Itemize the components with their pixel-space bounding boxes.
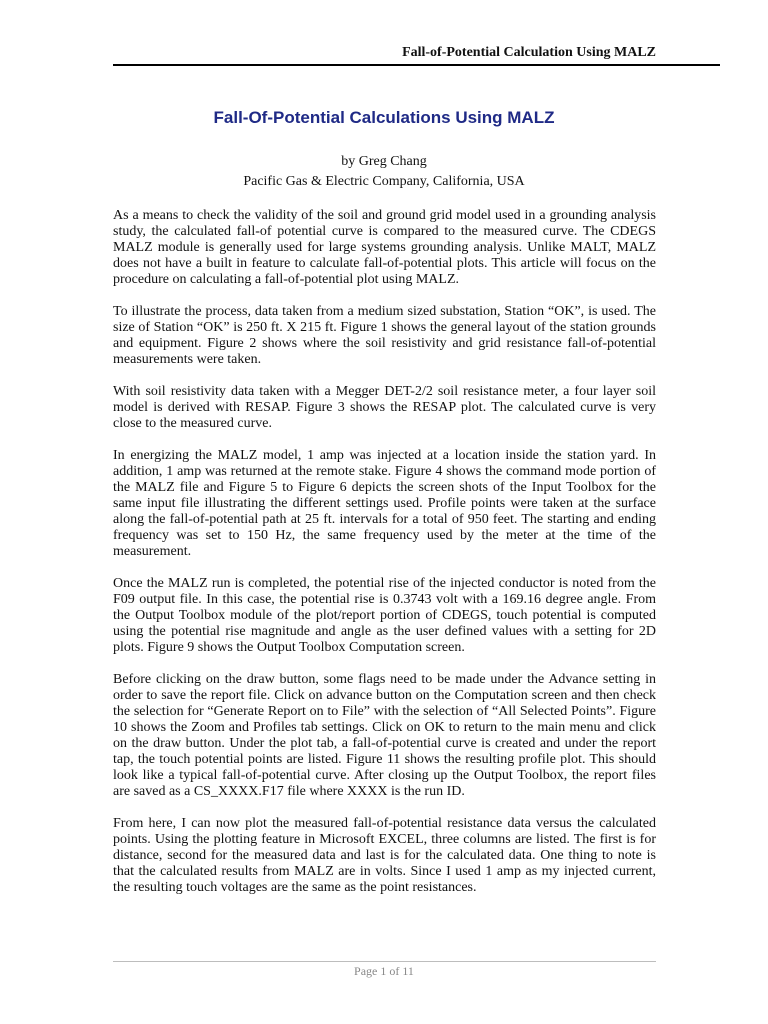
running-header: Fall-of-Potential Calculation Using MALZ xyxy=(402,45,656,60)
paragraph: To illustrate the process, data taken from a medium sized substation, Station “OK”, is used. The size of Station “OK” is 250 ft. X 215 ft. Figure 1 shows the general layout of the station grounds and equipment. Figure 2 shows where the soil resistivity and grid resistance fall-of-potential measurements were taken. xyxy=(113,304,656,367)
body-text xyxy=(113,208,656,912)
paragraph: Once the MALZ run is completed, the potential rise of the injected conductor is noted from the F09 output file. In this case, the potential rise is 0.3743 volt with a 169.16 degree angle. From the Output Toolbox module of the plot/report portion of CDEGS, touch potential is computed using the potential rise magnitude and angle as the user defined values with a setting for 2D plots. Figure 9 shows the Output Toolbox Computation screen. xyxy=(113,576,656,655)
byline xyxy=(0,152,768,192)
paragraph: With soil resistivity data taken with a Megger DET-2/2 soil resistance meter, a four layer soil model is derived with RESAP. Figure 3 shows the RESAP plot. The calculated curve is very close to the measured curve. xyxy=(113,384,656,431)
author: by Greg Chang xyxy=(341,154,427,169)
footer-rule xyxy=(113,961,656,962)
paragraph: As a means to check the validity of the soil and ground grid model used in a grounding analysis study, the calculated fall-of potential curve is compared to the measured curve. The CDEGS MALZ module is generally used for large systems grounding analysis. Unlike MALT, MALZ does not have a built in feature to calculate fall-of-potential plots. This article will focus on the procedure on calculating a fall-of-potential plot using MALZ. xyxy=(113,208,656,287)
paragraph: In energizing the MALZ model, 1 amp was injected at a location inside the station yard. In addition, 1 amp was returned at the remote stake. Figure 4 shows the command mode portion of the MALZ file and Figure 5 to Figure 6 depicts the screen shots of the Input Toolbox for the same input file illustrating the different settings used. Profile points were taken at the surface along the fall-of-potential path at 25 ft. intervals for a total of 950 feet. The starting and ending frequency was set to 150 Hz, the same frequency used by the meter at the time of the measurement. xyxy=(113,448,656,559)
page-number: Page 1 of 11 xyxy=(354,964,414,978)
affiliation: Pacific Gas & Electric Company, California, USA xyxy=(243,174,525,189)
paragraph: From here, I can now plot the measured fall-of-potential resistance data versus the calculated points. Using the plotting feature in Microsoft EXCEL, three columns are listed. The first is for distance, second for the measured data and last is for the calculated data. One thing to note is that the calculated results from MALZ are in volts. Since I used 1 amp as my injected current, the resulting touch voltages are the same as the point resistances. xyxy=(113,816,656,895)
header-rule xyxy=(113,64,720,66)
paragraph: Before clicking on the draw button, some flags need to be made under the Advance setting in order to save the report file. Click on advance button on the Computation screen and then check the selection for “Generate Report on to File” with the selection of “All Selected Points”. Figure 10 shows the Zoom and Profiles tab settings. Click on OK to return to the main menu and click on the draw button. Under the plot tab, a fall-of-potential curve is created and under the report tap, the touch potential points are listed. Figure 11 shows the resulting profile plot. This should look like a typical fall-of-potential curve. After closing up the Output Toolbox, the report files are saved as a CS_XXXX.F17 file where XXXX is the run ID. xyxy=(113,672,656,799)
document-title: Fall-Of-Potential Calculations Using MALZ xyxy=(213,108,555,127)
